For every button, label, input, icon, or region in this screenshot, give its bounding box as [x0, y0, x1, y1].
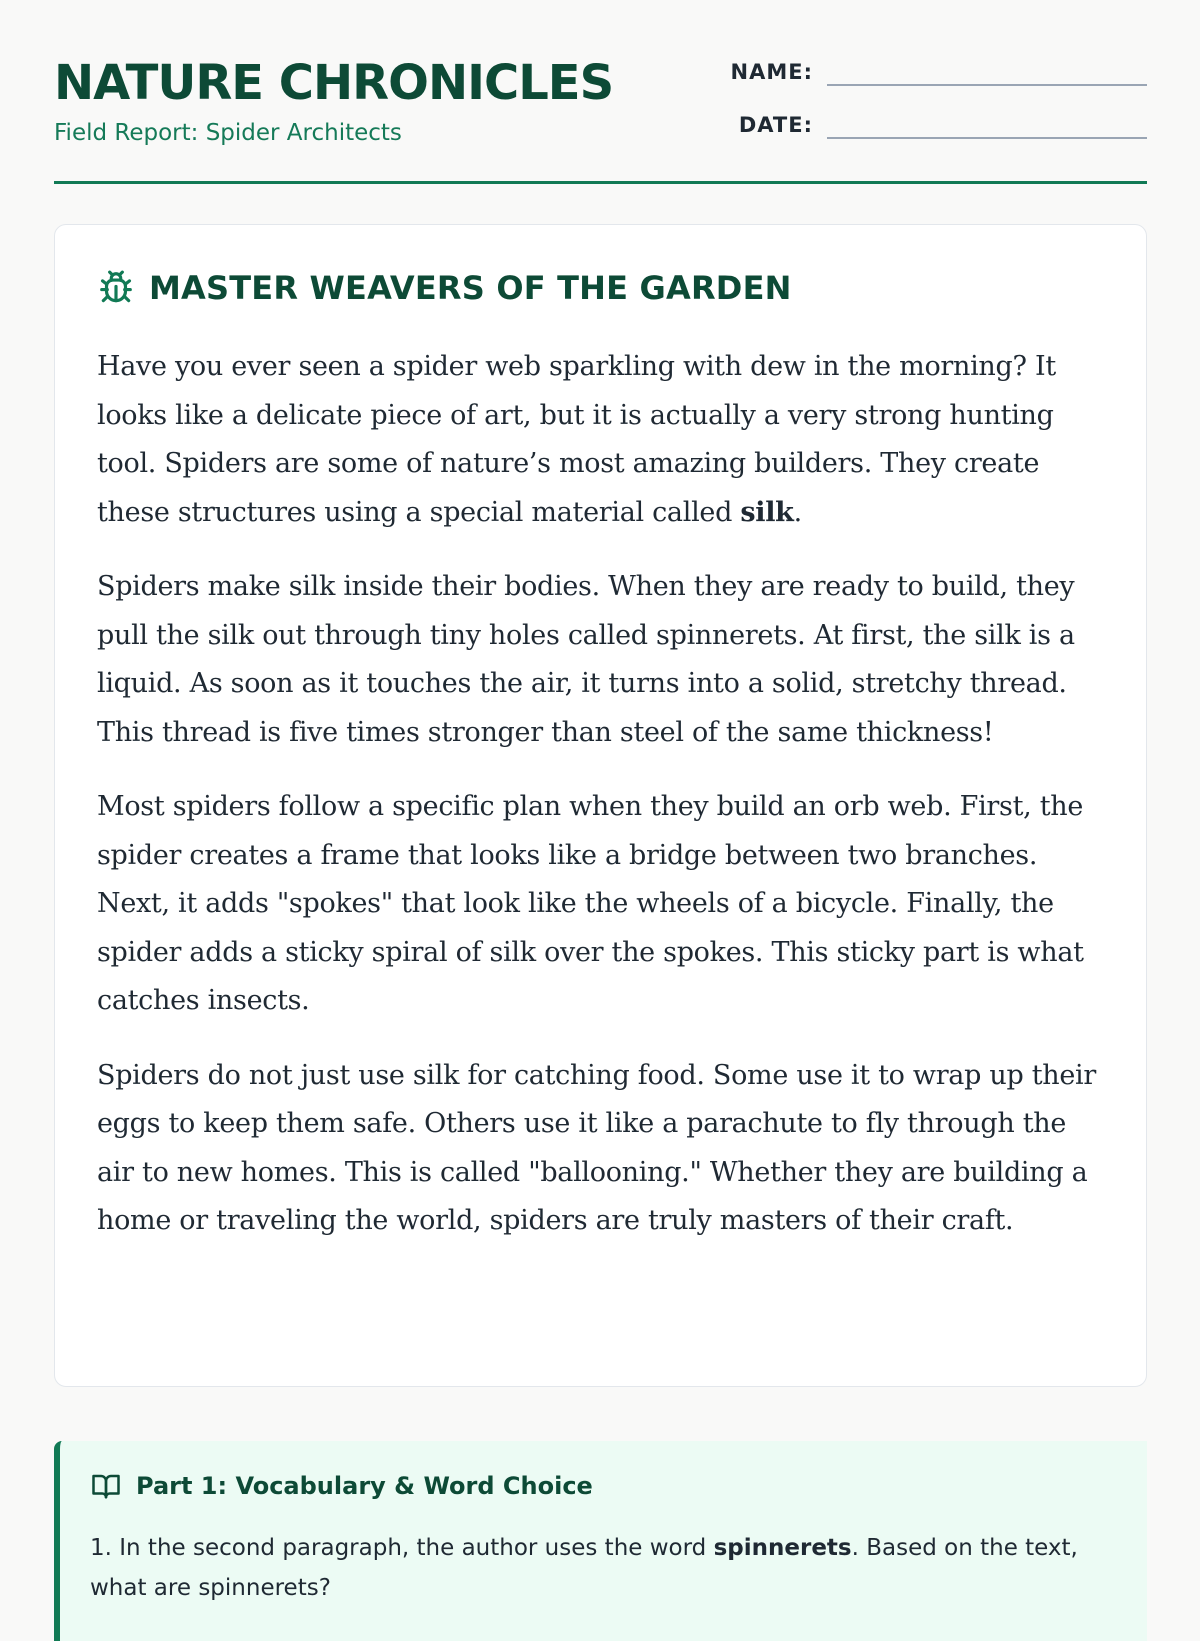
- name-field-row: [713, 58, 1147, 86]
- story-heading: [97, 269, 792, 307]
- worksheet-page: [54, 0, 1147, 1601]
- part1-section: [54, 1441, 1147, 1641]
- date-input-line[interactable]: [827, 111, 1147, 139]
- story-body: [97, 343, 1107, 1272]
- report-subtitle: Field Report: Spider Architects: [54, 120, 402, 146]
- keyword-silk: silk: [740, 496, 794, 528]
- story-paragraph-1-text: Have you ever seen a spider web sparkling with dew in the morning? It looks like a delicate piece of art, but it is actually a very strong hunting tool. Spiders are some of nature’s most amazing builders. They create these structures using a special material called: [97, 351, 1056, 528]
- question-1: [90, 1528, 1130, 1608]
- story-paragraph-1-end: .: [793, 496, 802, 528]
- question-1-start: 1. In the second paragraph, the author uses the word: [90, 1535, 714, 1561]
- name-label: NAME:: [730, 60, 813, 84]
- question-1-end: . Based on the text, what are spinnerets?: [90, 1535, 1078, 1601]
- date-label: DATE:: [738, 113, 813, 137]
- story-paragraph-4: Spiders do not just use silk for catching food. Some use it to wrap up their eggs to keep them safe. Others use it like a parachute to fly through the air to new homes. This is called "ballooning." Whether they are building a home or traveling the world, spiders are truly masters of their craft.: [97, 1059, 1096, 1236]
- name-input-line[interactable]: [827, 58, 1147, 86]
- story-title: MASTER WEAVERS OF THE GARDEN: [149, 269, 792, 307]
- keyword-spinnerets: spinnerets: [713, 1535, 852, 1561]
- part1-title: Part 1: Vocabulary & Word Choice: [136, 1472, 593, 1500]
- story-card: [54, 224, 1147, 1387]
- story-paragraph-1: [97, 343, 1107, 537]
- story-paragraph-2: Spiders make silk inside their bodies. When they are ready to build, they pull the silk out through tiny holes called spinnerets. At first, the silk is a liquid. As soon as it touches the air, it turns into a solid, stretchy thread. This thread is five times stronger than steel of the same thickness!: [97, 571, 1075, 748]
- publication-title: NATURE CHRONICLES: [54, 55, 614, 111]
- date-field-row: [713, 111, 1147, 139]
- bug-icon: [97, 269, 135, 307]
- part1-heading: [90, 1471, 593, 1501]
- story-paragraph-3: Most spiders follow a specific plan when they build an orb web. First, the spider creates a frame that looks like a bridge between two branches. Next, it adds "spokes" that look like the wheels of a bicycle. Finally, the spider adds a sticky spiral of silk over the spokes. This sticky part is what catches insects.: [97, 791, 1084, 1016]
- book-icon: [90, 1471, 122, 1501]
- worksheet-header: [54, 0, 1147, 184]
